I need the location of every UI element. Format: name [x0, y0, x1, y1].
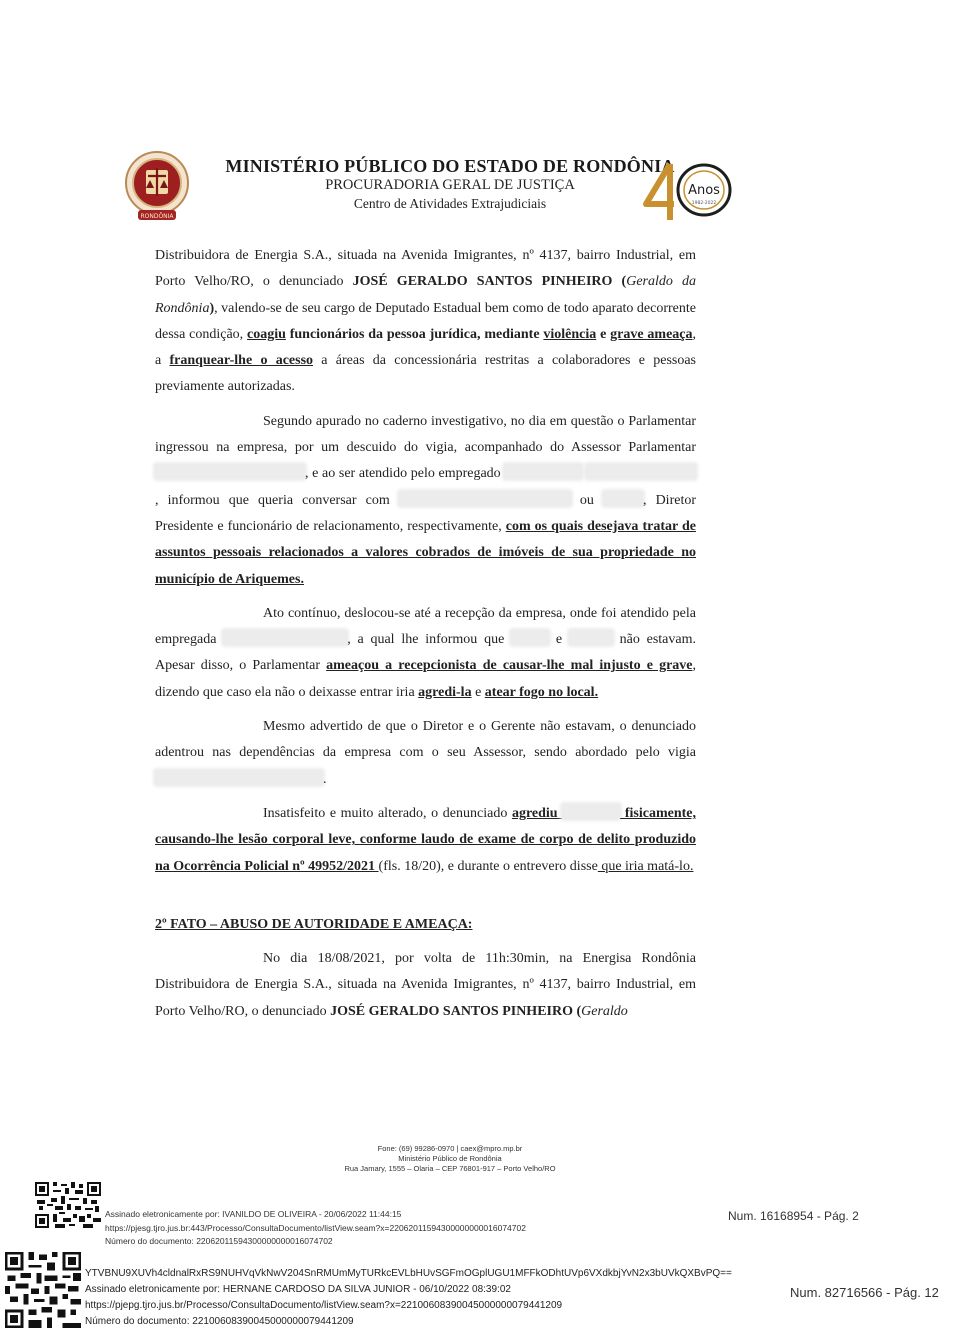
redaction	[569, 630, 613, 645]
redaction	[155, 770, 323, 785]
svg-text:RONDÔNIA: RONDÔNIA	[140, 213, 174, 220]
contact-phone-email: Fone: (69) 99286-0970 | caex@mpro.mp.br	[377, 1144, 523, 1153]
signature-hash: YTVBNU9XUVh4cldnalRxRS9NUHVqVkNwV204SnRMUmMyTURkcEVLbHUvSGFmOGplUGU1MFFkODhtUVp6VXdkbjYvN2x3bUVkQXBvPQ==	[85, 1268, 732, 1279]
page-number-2: Num. 82716566 - Pág. 12	[790, 1285, 939, 1300]
signature-block-1	[105, 1208, 526, 1249]
contact-address: Rua Jamary, 1555 – Olaria – CEP 76801-917 – Porto Velho/RO	[344, 1164, 556, 1173]
section-heading: 2º FATO – ABUSO DE AUTORIDADE E AMEAÇA:	[155, 916, 473, 932]
redaction	[586, 464, 696, 479]
contact-org: Ministério Público de Rondônia	[398, 1154, 502, 1163]
signature-block-2	[85, 1266, 732, 1330]
svg-text:1982-2022: 1982-2022	[691, 201, 717, 206]
redaction	[603, 491, 643, 506]
anniversary-40-logo	[640, 160, 736, 226]
document-body	[155, 243, 696, 1025]
signature-doc-number: Número do documento: 22062011594300000000016074702	[105, 1236, 333, 1246]
signature-url[interactable]: https://pjesg.tjro.jus.br:443/Processo/ConsultaDocumento/listView.seam?x=22062011594300000000016074702	[105, 1222, 526, 1233]
redaction	[223, 630, 347, 645]
svg-text:Anos: Anos	[688, 183, 720, 198]
page-number-1: Num. 16168954 - Pág. 2	[728, 1209, 859, 1223]
signature-url[interactable]: https://pjepg.tjro.jus.br/Processo/ConsultaDocumento/listView.seam?x=22100608390045000000079441209	[85, 1300, 563, 1311]
org-title: MINISTÉRIO PÚBLICO DO ESTADO DE RONDÔNIA	[225, 156, 675, 176]
paragraph-2: Segundo apurado no caderno investigativo, no dia em questão o Parlamentar ingressou na empresa, por um descuido do vigia, acompanhado do Assessor Parlamentar , e ao ser atendido pelo empregado , informou que queria conversar com ou , Diretor Presidente e funcionário de relacionamento, respectivamente, com os quais desejava tratar de assuntos pessoais relacionados a valores cobrados de imóveis de sua propriedade no município de Ariquemes.	[155, 413, 696, 587]
signature-doc-number: Número do documento: 22100608390045000000079441209	[85, 1316, 354, 1327]
qr-code-icon	[35, 1182, 101, 1228]
signature-signer: Assinado eletronicamente por: IVANILDO DE OLIVEIRA - 20/06/2022 11:44:15	[105, 1209, 402, 1219]
paragraph-5: Insatisfeito e muito alterado, o denunciado agrediu fisicamente, causando-lhe lesão corporal leve, conforme laudo de exame de corpo de delito produzido na Ocorrência Policial nº 49952/2021 (fls. 18/20), e durante o entrevero disse que iria matá-lo.	[155, 805, 696, 874]
footer-contact	[250, 1144, 650, 1174]
paragraph-1: Distribuidora de Energia S.A., situada na Avenida Imigrantes, nº 4137, bairro Industrial, em Porto Velho/RO, o denunciado JOSÉ GERALDO SANTOS PINHEIRO (Geraldo da Rondônia), valendo-se de seu cargo de Deputado Estadual bem como de todo aparato decorrente dessa condição, coagiu funcionários da pessoa jurídica, mediante violência e grave ameaça, a franquear-lhe o acesso a áreas da concessionária restritas a colaboradores e pessoas previamente autorizadas.	[155, 248, 697, 395]
paragraph-4: Mesmo advertido de que o Diretor e o Gerente não estavam, o denunciado adentrou nas dependências da empresa com o seu Assessor, sendo abordado pelo vigia .	[155, 719, 696, 787]
redaction	[399, 491, 571, 506]
paragraph-3: Ato contínuo, deslocou-se até a recepção da empresa, onde foi atendido pela empregada , a qual lhe informou que e não estavam. Apesar disso, o Parlamentar ameaçou a recepcionista de causar-lhe mal injusto e grave, dizendo que caso ela não o deixasse entrar iria agredi-la e atear fogo no local.	[155, 605, 696, 700]
qr-code-icon	[5, 1252, 81, 1328]
redaction	[562, 804, 620, 819]
redaction	[511, 630, 549, 645]
org-subtitle: PROCURADORIA GERAL DE JUSTIÇA	[325, 177, 575, 193]
signature-signer: Assinado eletronicamente por: HERNANE CARDOSO DA SILVA JUNIOR - 06/10/2022 08:39:02	[85, 1284, 511, 1295]
paragraph-6: No dia 18/08/2021, por volta de 11h:30min, na Energisa Rondônia Distribuidora de Energia S.A., situada na Avenida Imigrantes, nº 4137, bairro Industrial, em Porto Velho/RO, o denunciado JOSÉ GERALDO SANTOS PINHEIRO (Geraldo	[155, 951, 696, 1019]
org-department: Centro de Atividades Extrajudiciais	[353, 196, 547, 211]
redaction	[504, 464, 582, 479]
redaction	[155, 464, 305, 479]
